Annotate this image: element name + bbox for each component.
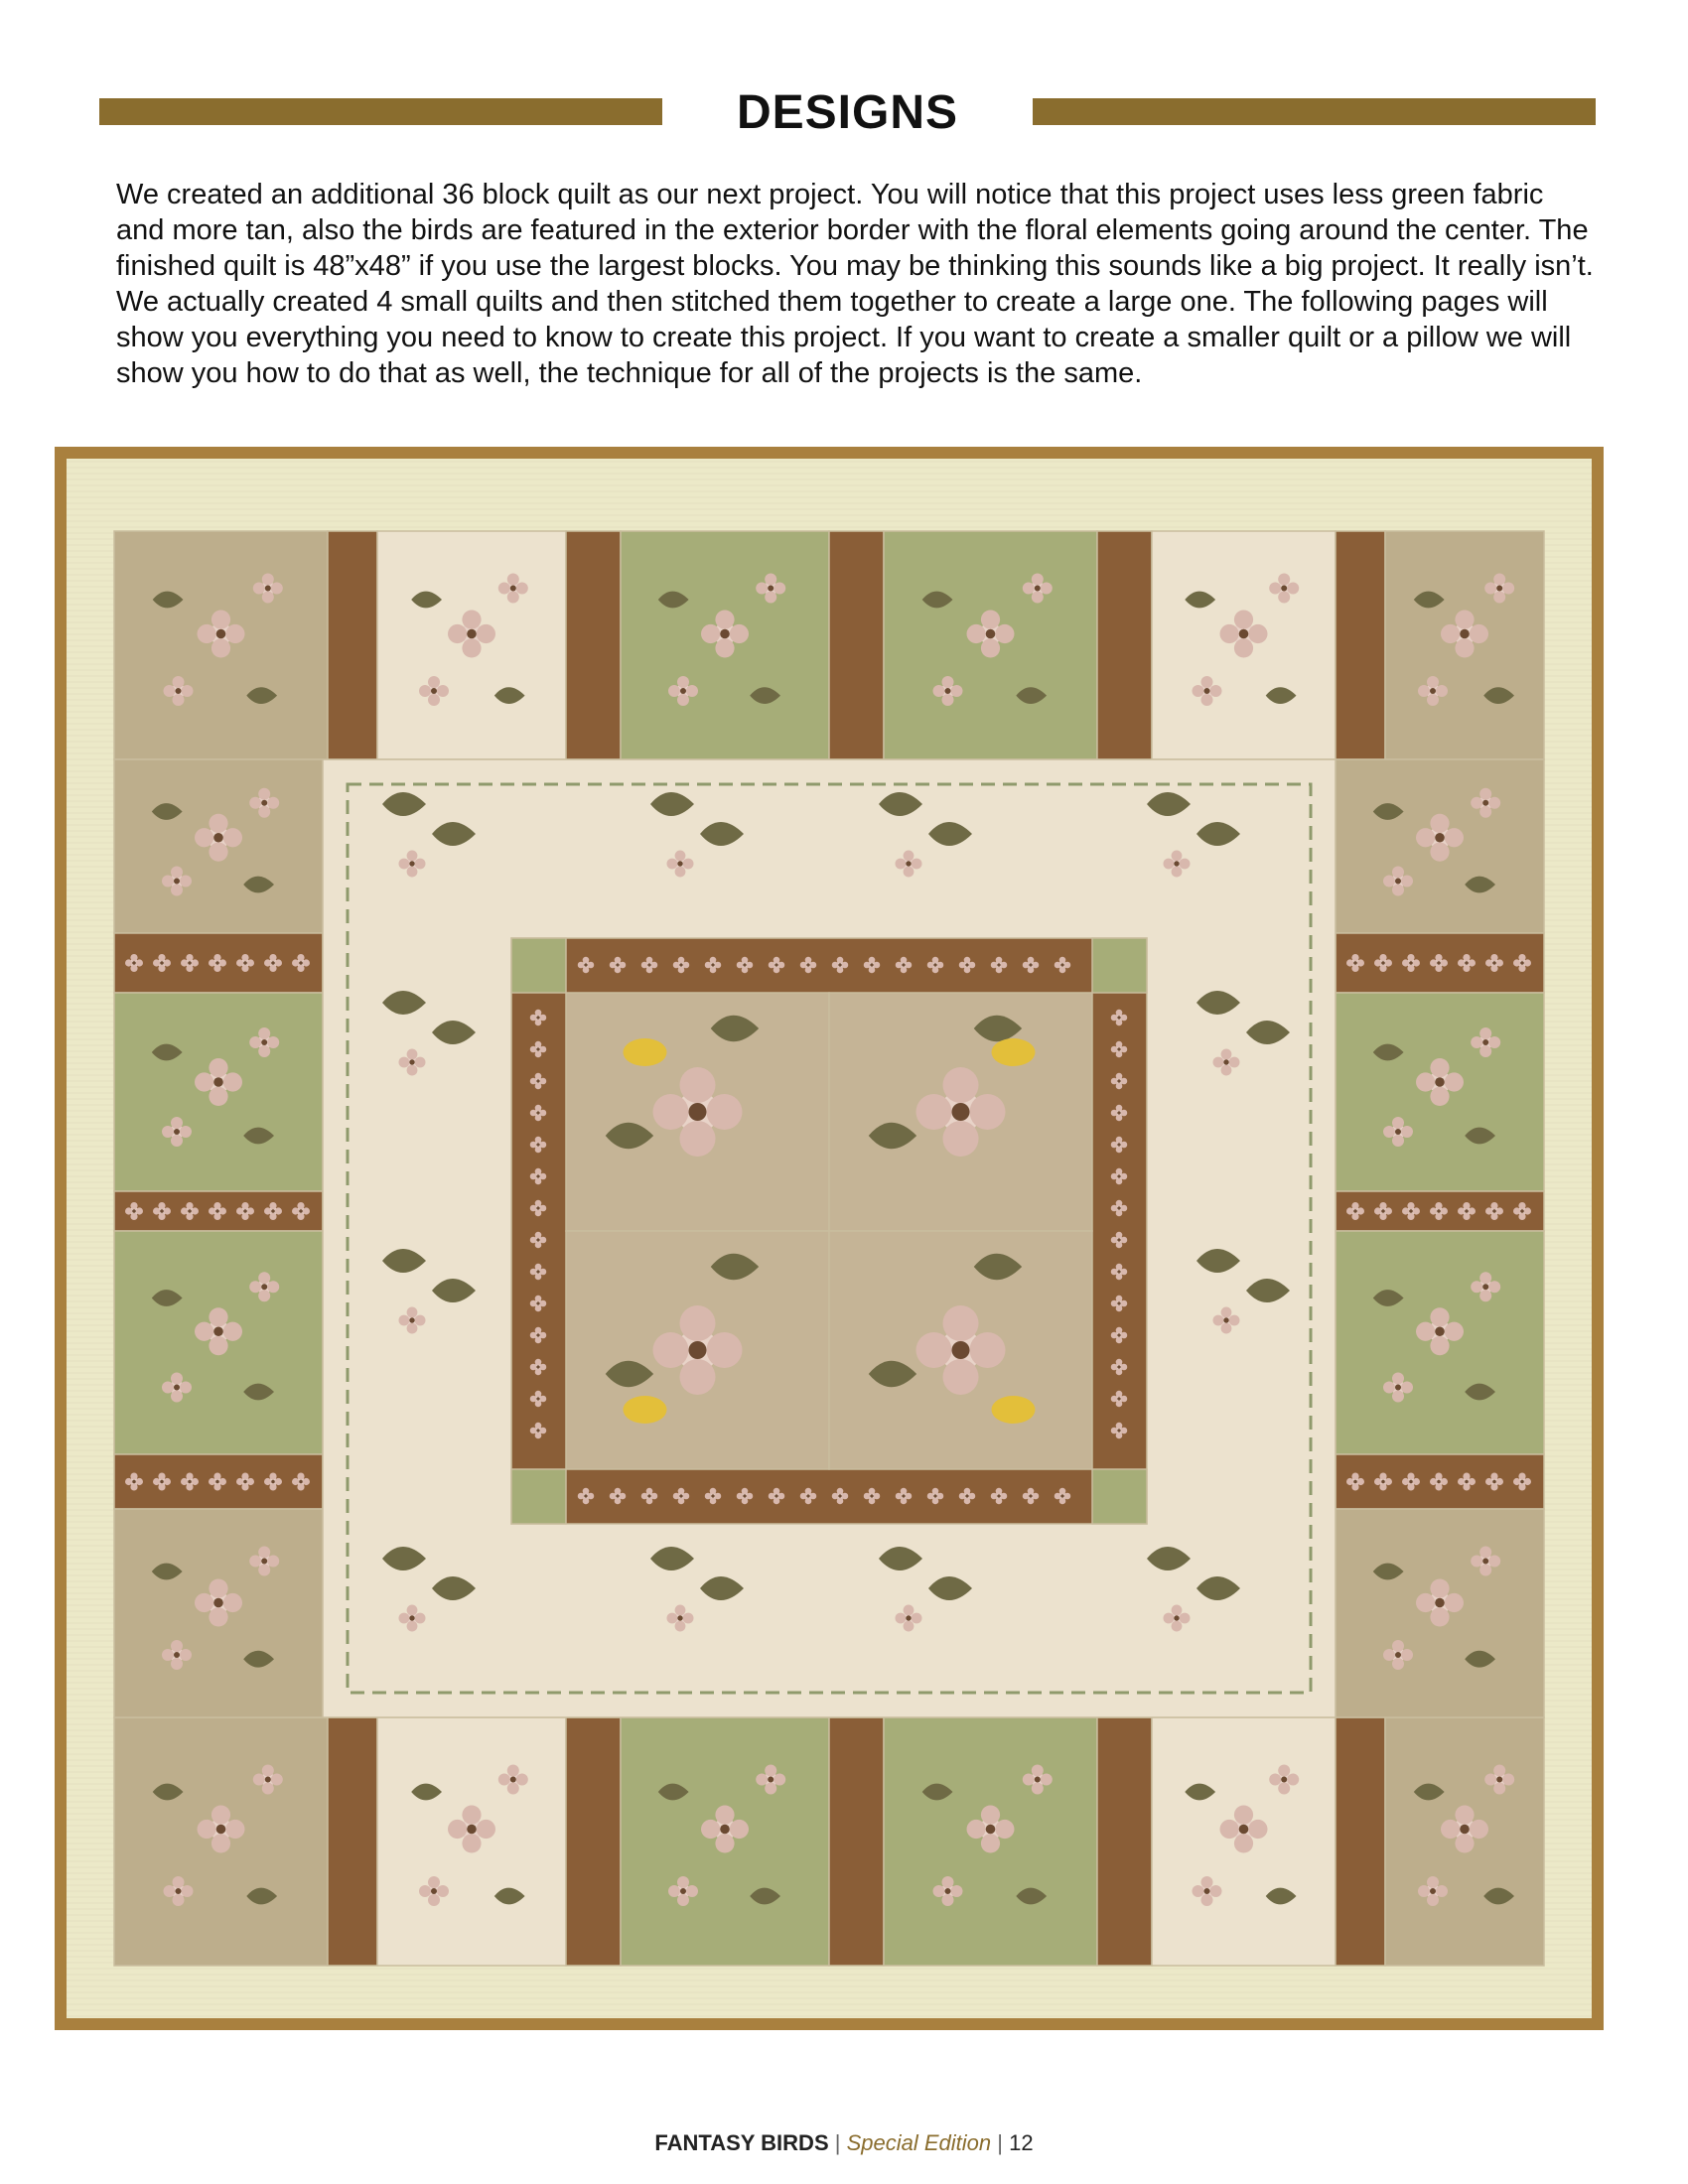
frame-corner-block (511, 1469, 566, 1524)
goldfinch-motif (624, 1038, 667, 1066)
goldfinch-motif (992, 1038, 1036, 1066)
title-rule-left (99, 98, 662, 125)
bottom-row-block (829, 1717, 884, 1966)
footer-edition: Special Edition (846, 2130, 992, 2155)
footer-separator: | (997, 2130, 1003, 2155)
footer-brand: FANTASY BIRDS (654, 2130, 829, 2155)
frame-corner-block (511, 938, 566, 993)
bottom-row-block (328, 1717, 377, 1966)
top-row-block (1097, 531, 1152, 759)
top-row-block (566, 531, 621, 759)
bottom-row-block (566, 1717, 621, 1966)
quilt-photo (55, 447, 1604, 2030)
title-rule-right (1033, 98, 1596, 125)
frame-corner-block (1092, 938, 1147, 993)
page-number: 12 (1009, 2130, 1034, 2155)
top-row-block (829, 531, 884, 759)
quilt-blocks (114, 531, 1544, 1966)
page-footer (0, 2130, 1688, 2156)
bottom-row-block (1336, 1717, 1385, 1966)
page-title: DESIGNS (736, 86, 959, 139)
frame-corner-block (1092, 1469, 1147, 1524)
bottom-row-block (1097, 1717, 1152, 1966)
top-row-block (328, 531, 377, 759)
footer-separator: | (834, 2130, 841, 2155)
intro-paragraph: We created an additional 36 block quilt as our next project. You will notice that this project uses less green fabric and more tan, also the birds are featured in the exterior border with the floral elements going around the center. The finished quilt is 48”x48” if you use the largest blocks. You may be thinking this sounds like a big project. It really isn’t. We actually created 4 small quilts and then stitched them together to create a large one. The following pages will show you everything you need to know to create this project. If you want to create a smaller quilt or a pillow we will show you how to do that as well, the technique for all of the projects is the same. (116, 179, 1594, 389)
goldfinch-motif (624, 1396, 667, 1424)
top-row-block (1336, 531, 1385, 759)
goldfinch-motif (992, 1396, 1036, 1424)
